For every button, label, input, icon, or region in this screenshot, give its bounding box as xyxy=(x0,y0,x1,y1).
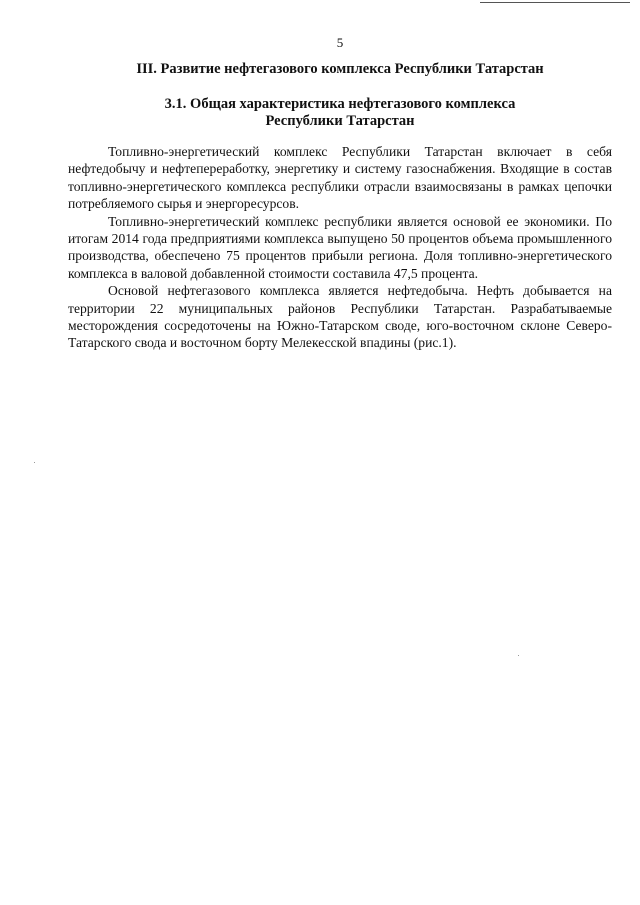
paragraph-oil-production: Основой нефтегазового комплекса является нефтедобыча. Нефть добывается на территории 22 муниципальных районов Республики Татарстан. Разрабатываемые месторождения сосредоточены на Южно-Татарском своде, юго-восточном склоне Северо-Татарского свода и восточном борту Мелекесской впадины (рис.1). xyxy=(68,283,612,351)
header-rule xyxy=(480,2,630,3)
section-title: III. Развитие нефтегазового комплекса Республики Татарстан xyxy=(136,61,544,77)
subsection-title-line-1: 3.1. Общая характеристика нефтегазового комплекса xyxy=(164,96,516,112)
scan-speck xyxy=(518,655,519,656)
subsection-title xyxy=(60,96,620,130)
subsection-title-line-2: Республики Татарстан xyxy=(265,113,415,129)
paragraph-fuel-energy-complex: Топливно-энергетический комплекс Республики Татарстан включает в себя нефтедобычу и нефтепереработку, энергетику и систему газоснабжения. Входящие в состав топливно-энергетического комплекса республики отрасли взаимосвязаны в рамках цепочки потребляемого сырья и энергоресурсов. xyxy=(68,144,612,212)
page-number: 5 xyxy=(336,35,344,50)
paragraph-economy-basis: Топливно-энергетический комплекс республики является основой ее экономики. По итогам 2014 года предприятиями комплекса выпущено 50 процентов объема промышленного производства, обеспечено 75 процентов прибыли региона. Доля топливно-энергетического комплекса в валовой добавленной стоимости составила 47,5 процента. xyxy=(68,213,612,281)
scan-speck xyxy=(34,462,35,463)
body-text xyxy=(68,143,612,352)
